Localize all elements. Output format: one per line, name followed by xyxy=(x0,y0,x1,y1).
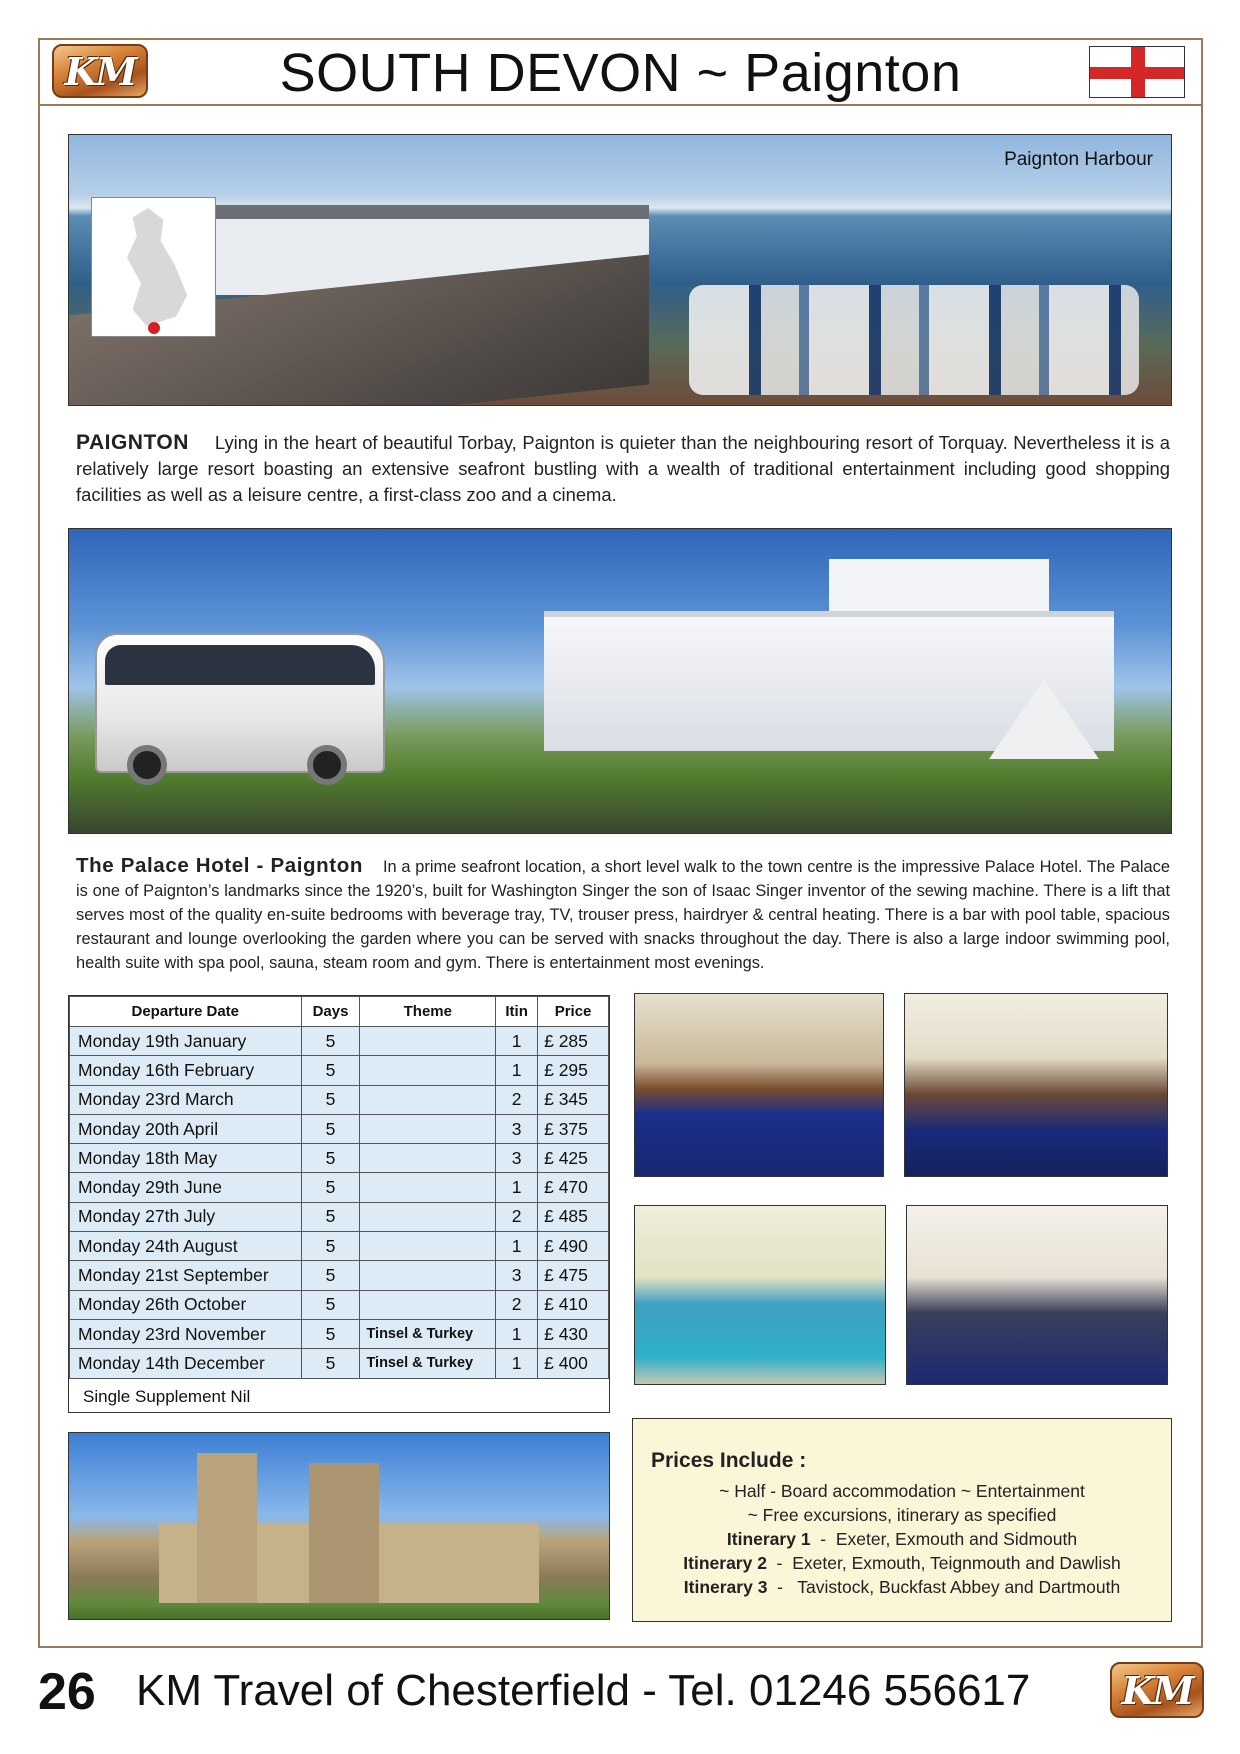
departure-date-cell: Monday 14th December xyxy=(70,1349,302,1378)
hotel-lounge-photo xyxy=(906,1205,1168,1385)
footer-contact: KM Travel of Chesterfield - Tel. 01246 556617 xyxy=(136,1666,1031,1715)
km-logo: KM xyxy=(52,44,148,98)
theme-cell xyxy=(360,1232,496,1261)
hotel-heading: The Palace Hotel - Paignton xyxy=(76,854,363,877)
single-supplement: Single Supplement Nil xyxy=(83,1387,251,1406)
days-cell: 5 xyxy=(301,1056,360,1085)
km-logo-footer: KM xyxy=(1110,1662,1204,1718)
itin-cell: 3 xyxy=(496,1144,538,1173)
table-row xyxy=(70,1202,609,1231)
itin-cell: 1 xyxy=(496,1232,538,1261)
departure-date-cell: Monday 24th August xyxy=(70,1232,302,1261)
hotel-pool-photo xyxy=(634,1205,886,1385)
days-cell: 5 xyxy=(301,1232,360,1261)
days-cell: 5 xyxy=(301,1085,360,1114)
intro-heading: PAIGNTON xyxy=(76,431,189,454)
theme-cell xyxy=(360,1144,496,1173)
header-price: Price xyxy=(538,997,609,1027)
header-theme: Theme xyxy=(360,997,496,1027)
theme-cell xyxy=(360,1261,496,1290)
prices-include-line-1: ~ Half - Board accommodation ~ Entertainment xyxy=(719,1481,1085,1501)
palace-hotel-photo xyxy=(68,528,1172,834)
days-cell: 5 xyxy=(301,1202,360,1231)
harbour-photo xyxy=(68,134,1172,406)
page-header xyxy=(38,38,1203,106)
days-cell: 5 xyxy=(301,1349,360,1378)
hotel-description xyxy=(76,854,1170,975)
departure-date-cell: Monday 29th June xyxy=(70,1173,302,1202)
itin-cell: 1 xyxy=(496,1349,538,1378)
departure-date-cell: Monday 26th October xyxy=(70,1290,302,1319)
itin-cell: 1 xyxy=(496,1319,538,1348)
theme-cell xyxy=(360,1085,496,1114)
theme-cell: Tinsel & Turkey xyxy=(360,1349,496,1378)
departures-table xyxy=(68,995,610,1413)
coach-image xyxy=(95,633,385,773)
theme-cell xyxy=(360,1173,496,1202)
itin-cell: 1 xyxy=(496,1027,538,1056)
price-cell: £ 400 xyxy=(538,1349,609,1378)
header-days: Days xyxy=(301,997,360,1027)
price-cell: £ 470 xyxy=(538,1173,609,1202)
table-row xyxy=(70,1261,609,1290)
departure-date-cell: Monday 18th May xyxy=(70,1144,302,1173)
itin-cell: 2 xyxy=(496,1290,538,1319)
price-cell: £ 375 xyxy=(538,1114,609,1143)
itin-cell: 3 xyxy=(496,1114,538,1143)
hotel-bar-photo xyxy=(634,993,884,1177)
prices-include-line-2: ~ Free excursions, itinerary as specified xyxy=(747,1505,1057,1525)
itin-cell: 2 xyxy=(496,1085,538,1114)
table-header-row xyxy=(70,997,609,1027)
itin-cell: 1 xyxy=(496,1173,538,1202)
price-cell: £ 485 xyxy=(538,1202,609,1231)
days-cell: 5 xyxy=(301,1319,360,1348)
price-cell: £ 430 xyxy=(538,1319,609,1348)
uk-location-map xyxy=(91,197,216,337)
days-cell: 5 xyxy=(301,1173,360,1202)
theme-cell: Tinsel & Turkey xyxy=(360,1319,496,1348)
table-row xyxy=(70,1232,609,1261)
header-itin: Itin xyxy=(496,997,538,1027)
price-cell: £ 295 xyxy=(538,1056,609,1085)
itinerary-1: Itinerary 1 - Exeter, Exmouth and Sidmouth xyxy=(726,1529,1078,1549)
theme-cell xyxy=(360,1056,496,1085)
harbour-boats xyxy=(689,285,1139,395)
days-cell: 5 xyxy=(301,1027,360,1056)
prices-include-box xyxy=(632,1418,1172,1622)
days-cell: 5 xyxy=(301,1114,360,1143)
england-flag-icon xyxy=(1089,46,1185,98)
prices-include-heading: Prices Include : xyxy=(651,1449,807,1472)
intro-paragraph xyxy=(76,430,1170,508)
header-departure-date: Departure Date xyxy=(70,997,302,1027)
buckfast-abbey-photo xyxy=(68,1432,610,1620)
itin-cell: 2 xyxy=(496,1202,538,1231)
theme-cell xyxy=(360,1027,496,1056)
table-row xyxy=(70,1056,609,1085)
table-row xyxy=(70,1319,609,1348)
table-row xyxy=(70,1173,609,1202)
theme-cell xyxy=(360,1202,496,1231)
hotel-restaurant-photo xyxy=(904,993,1168,1177)
price-cell: £ 410 xyxy=(538,1290,609,1319)
page-title: SOUTH DEVON ~ Paignton xyxy=(279,43,962,103)
departure-date-cell: Monday 19th January xyxy=(70,1027,302,1056)
itin-cell: 1 xyxy=(496,1056,538,1085)
itin-cell: 3 xyxy=(496,1261,538,1290)
page-number: 26 xyxy=(38,1663,96,1721)
price-cell: £ 425 xyxy=(538,1144,609,1173)
table-row xyxy=(70,1114,609,1143)
table-row xyxy=(70,1290,609,1319)
days-cell: 5 xyxy=(301,1261,360,1290)
days-cell: 5 xyxy=(301,1144,360,1173)
table-row xyxy=(70,1085,609,1114)
departure-date-cell: Monday 16th February xyxy=(70,1056,302,1085)
table-row xyxy=(70,1349,609,1378)
departure-date-cell: Monday 23rd March xyxy=(70,1085,302,1114)
departure-date-cell: Monday 27th July xyxy=(70,1202,302,1231)
table-row xyxy=(70,1027,609,1056)
hotel-text: In a prime seafront location, a short level walk to the town centre is the impressive Palace Hotel. The Palace is one of Paignton’s landmarks since the 1920’s, built for Washington Singer the son of Isaac Singer inventor of the sewing machine. There is a lift that serves most of the quality en-suite bedrooms with beverage tray, TV, trouser press, hairdryer & central heating. There is a bar with pool table, spacious restaurant and lounge overlooking the garden where you can be served with snacks throughout the day. There is also a large indoor swimming pool, health suite with spa pool, sauna, steam room and gym. There is entertainment most evenings. xyxy=(76,858,1170,972)
days-cell: 5 xyxy=(301,1290,360,1319)
departure-date-cell: Monday 20th April xyxy=(70,1114,302,1143)
photo-caption: Paignton Harbour xyxy=(1004,149,1153,170)
departure-date-cell: Monday 23rd November xyxy=(70,1319,302,1348)
price-cell: £ 345 xyxy=(538,1085,609,1114)
itinerary-2: Itinerary 2 - Exeter, Exmouth, Teignmouth and Dawlish xyxy=(683,1553,1121,1573)
departure-date-cell: Monday 21st September xyxy=(70,1261,302,1290)
itinerary-3: Itinerary 3 - Tavistock, Buckfast Abbey and Dartmouth xyxy=(683,1577,1121,1597)
price-cell: £ 475 xyxy=(538,1261,609,1290)
price-cell: £ 490 xyxy=(538,1232,609,1261)
table-row xyxy=(70,1144,609,1173)
theme-cell xyxy=(360,1114,496,1143)
price-cell: £ 285 xyxy=(538,1027,609,1056)
theme-cell xyxy=(360,1290,496,1319)
intro-text: Lying in the heart of beautiful Torbay, Paignton is quieter than the neighbouring resort of Torquay. Nevertheless it is a relatively large resort boasting an extensive seafront bustling with a wealth of traditional entertainment including good shopping facilities as well as a leisure centre, a first-class zoo and a cinema. xyxy=(76,432,1170,505)
location-marker-icon xyxy=(148,322,160,334)
